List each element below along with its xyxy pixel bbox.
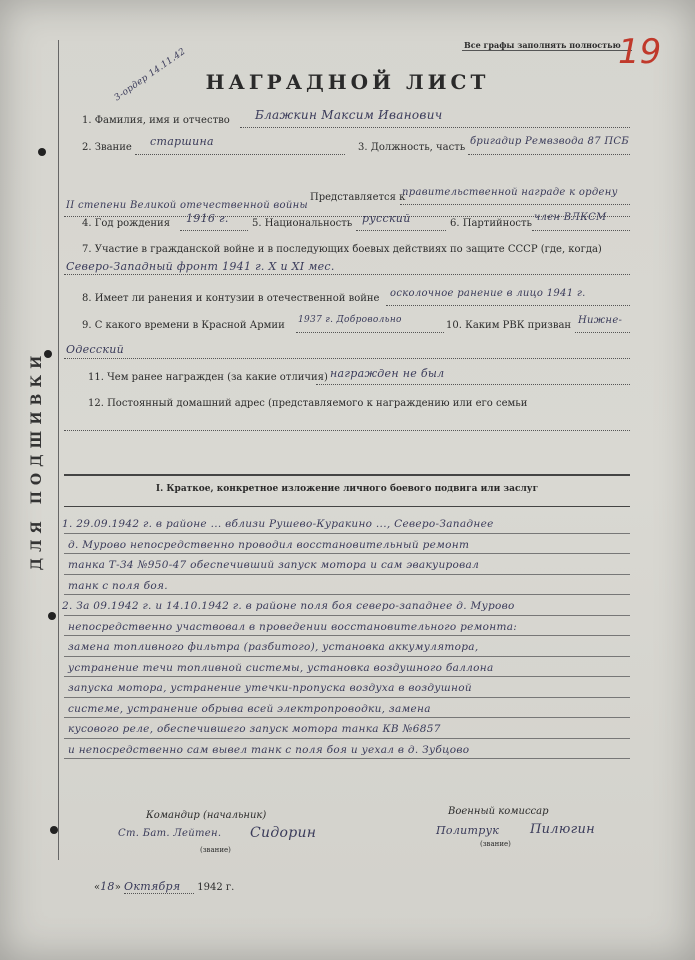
narrative-rule <box>64 533 630 534</box>
commissar-signature: Пилюгин <box>530 822 596 837</box>
commissar-label: Военный комиссар <box>448 806 549 817</box>
page-title: НАГРАДНОЙ ЛИСТ <box>205 70 490 94</box>
narrative-rule <box>64 574 630 575</box>
corner-note: 3-ордер 14.11.42 <box>112 46 188 104</box>
narrative-rule <box>64 635 630 636</box>
narrative-rule <box>64 697 630 698</box>
field-11-label: 11. Чем ранее награжден (за какие отличия) <box>88 372 328 383</box>
field-12-label: 12. Постоянный домашний адрес (представляемого к награждению или его семьи <box>88 398 528 409</box>
field-3-label: 3. Должность, часть <box>358 142 466 153</box>
field-8-value: осколочное ранение в лицо 1941 г. <box>390 288 586 299</box>
commander-rank-label: (звание) <box>200 846 231 854</box>
date-day: 18 <box>100 880 115 893</box>
field-10-label: 10. Каким РВК призван <box>446 320 572 331</box>
narrative-rule <box>64 615 630 616</box>
commander-label: Командир (начальник) <box>146 810 267 821</box>
commissar-rank-label: (звание) <box>480 840 511 848</box>
narrative-rule <box>64 553 630 554</box>
narrative-line: запуска мотора, устранение утечки-пропуска воздуха в воздушной <box>68 682 472 694</box>
presented-label: Представляется к <box>310 192 406 203</box>
narrative-line: д. Мурово непосредственно проводил восстановительный ремонт <box>68 538 470 551</box>
field-5-label: 5. Национальность <box>252 218 353 229</box>
narrative-rule <box>64 656 630 657</box>
commander-signature: Сидорин <box>250 825 317 841</box>
narrative-line: непосредственно участвовал в проведении восстановительного ремонта: <box>68 620 518 633</box>
narrative-rule <box>64 717 630 718</box>
field-10-value-cont: Одесский <box>66 343 124 356</box>
narrative-line: и непосредственно сам вывел танк с поля боя и уехал в д. Зубцово <box>68 743 470 756</box>
red-number-mark: 19 <box>618 32 662 72</box>
field-2-label: 2. Звание <box>82 142 132 153</box>
binding-margin-line <box>58 40 59 860</box>
field-8-label: 8. Имеет ли ранения и контузии в отечественной войне <box>82 293 380 304</box>
field-9-label: 9. С какого времени в Красной Армии <box>82 320 285 331</box>
commissar-rank: Политрук <box>436 824 500 837</box>
field-2-value: старшина <box>150 135 214 148</box>
field-5-value: русский <box>362 212 411 225</box>
narrative-rule <box>64 758 630 759</box>
field-4-value: 1916 г. <box>186 212 229 225</box>
narrative-rule <box>64 594 630 595</box>
binding-hole <box>48 612 56 620</box>
section-title: I. Краткое, конкретное изложение личного боевого подвига или заслуг <box>155 484 539 494</box>
presented-value-cont: II степени Великой отечественной войны <box>66 200 308 211</box>
header-note: Все графы заполнять полностью <box>464 40 621 50</box>
narrative-line: кусового реле, обеспечившего запуск мотора танка КВ №6857 <box>68 723 441 735</box>
date-year: 1942 г. <box>197 882 235 893</box>
field-6-value: член ВЛКСМ <box>534 212 607 223</box>
binding-label: ДЛЯ ПОДШИВКИ <box>29 349 45 571</box>
narrative-line: системе, устранение обрыва всей электропроводки, замена <box>68 702 431 715</box>
section-header <box>64 474 630 507</box>
field-10-value: Нижне- <box>578 315 623 326</box>
narrative-line: замена топливного фильтра (разбитого), установка аккумулятора, <box>68 641 479 653</box>
binding-hole <box>50 826 58 834</box>
field-4-label: 4. Год рождения <box>82 218 171 229</box>
field-1-value: Блажкин Максим Иванович <box>255 108 443 122</box>
field-9-value: 1937 г. Добровольно <box>298 315 402 325</box>
narrative-line: 1. 29.09.1942 г. в районе ... вблизи Рушево-Куракино ..., Северо-Западнее <box>62 518 494 530</box>
presented-value: правительственной награде к ордену <box>402 187 618 198</box>
narrative-line: танка Т-34 №950-47 обеспечивший запуск мотора и сам эвакуировал <box>68 559 480 571</box>
field-7-value: Северо-Западный фронт 1941 г. X и XI мес. <box>66 260 335 273</box>
narrative-rule <box>64 738 630 739</box>
date: «18» Октября 1942 г. <box>94 880 235 893</box>
date-month: Октября <box>124 880 194 894</box>
field-6-label: 6. Партийность <box>450 218 532 229</box>
narrative-rule <box>64 676 630 677</box>
narrative-line: танк с поля боя. <box>68 579 168 592</box>
binding-hole <box>38 148 46 156</box>
narrative-line: 2. За 09.1942 г. и 14.10.1942 г. в районе поля боя северо-западнее д. Мурово <box>62 600 515 612</box>
commander-rank: Ст. Бат. Лейтен. <box>118 828 222 839</box>
field-7-label: 7. Участие в гражданской войне и в последующих боевых действиях по защите СССР (где, когда) <box>82 244 602 255</box>
narrative-line: устранение течи топливной системы, установка воздушного баллона <box>68 661 494 674</box>
field-3-value: бригадир Ремвзвода 87 ПСБ <box>470 136 629 147</box>
field-11-value: награжден не был <box>330 367 445 380</box>
field-1-label: 1. Фамилия, имя и отчество <box>82 115 230 126</box>
